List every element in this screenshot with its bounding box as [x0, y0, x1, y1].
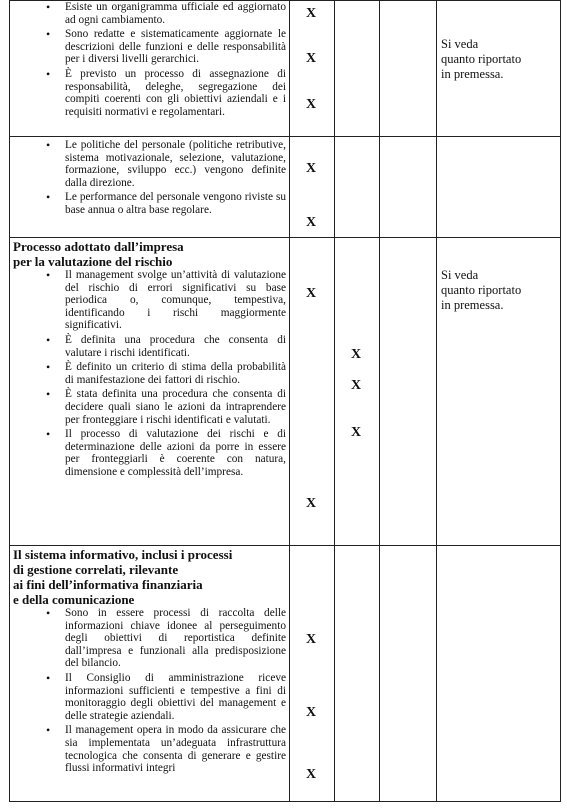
list-item: • Le performance del personale vengono riviste su base annua o altra base regolare. [10, 191, 289, 218]
note-cell [437, 1, 561, 137]
bullet-list [10, 1, 289, 120]
list-item: • Il management opera in modo da assicurare che sia implementata un’adeguata infrastruttura tecnologica che consenta di generare e gestire flussi informativi integri [10, 724, 289, 776]
check-mark: X [306, 286, 317, 301]
list-item: • Esiste un organigramma ufficiale ed aggiornato ad ogni cambiamento. [10, 1, 289, 28]
check-mark: X [306, 632, 317, 647]
table-row [10, 546, 561, 802]
list-item: • Le politiche del personale (politiche retributive, sistema motivazionale, selezione, valutazione, formazione, sviluppo ecc.) vengono definite dalla direzione. [10, 139, 289, 191]
list-item: • Il Consiglio di amministrazione riceve informazioni sufficienti e tempestive a fini di monitoraggio degli obiettivi del management e delle strategie aziendali. [10, 672, 289, 724]
x-column-3-cell [380, 137, 437, 238]
table-row [10, 1, 561, 137]
x-column-3-cell [380, 1, 437, 137]
check-mark: X [306, 97, 317, 112]
bullet-list [10, 269, 289, 481]
x-column-2-cell [335, 546, 380, 802]
list-item: • Sono redatte e sistematicamente aggiornate le descrizioni delle funzioni e delle responsabilità per i diversi livelli gerarchici. [10, 28, 289, 68]
description-cell [10, 137, 290, 238]
check-mark: X [306, 705, 317, 720]
x-column-3-cell [380, 238, 437, 546]
list-item: • Il management svolge un’attività di valutazione del rischio di errori significativi su base periodica o, comunque, tempestiva, identificando i rischi maggiormente significativi. [10, 269, 289, 334]
x-column-1-cell [290, 137, 335, 238]
section-heading: Il sistema informativo, inclusi i processi di gestione correlati, rilevante ai fini dell’informativa finanziaria e della comunicazione [13, 547, 233, 607]
note-text: Si veda quanto riportato in premessa. [441, 268, 522, 312]
x-column-1-cell [290, 546, 335, 802]
x-column-2-cell [335, 1, 380, 137]
list-item: • È previsto un processo di assegnazione di responsabilità, deleghe, segregazione dei compiti coerenti con gli obiettivi aziendali e i requisiti normativi e regolamentari. [10, 68, 289, 120]
list-item: • Il processo di valutazione dei rischi e di determinazione delle azioni da porre in essere per fronteggiarli è coerente con natura, dimensione e complessità dell’impresa. [10, 428, 289, 480]
x-column-1-cell [290, 238, 335, 546]
checklist-table [9, 0, 561, 802]
section-heading: Processo adottato dall’impresa per la valutazione del rischio [13, 239, 184, 269]
note-cell [437, 546, 561, 802]
x-column-2-cell [335, 238, 380, 546]
description-cell [10, 1, 290, 137]
list-item: • Sono in essere processi di raccolta delle informazioni chiave idonee al perseguimento degli obiettivi di reportistica definite dall’impresa e funzionali alla predisposizione del bilancio. [10, 607, 289, 672]
note-text: Si veda quanto riportato in premessa. [441, 37, 522, 81]
check-mark: X [306, 6, 317, 21]
list-item: • È definita una procedura che consenta di valutare i rischi identificati. [10, 334, 289, 361]
x-column-3-cell [380, 546, 437, 802]
check-mark: X [306, 767, 317, 782]
list-item: • È definito un criterio di stima della probabilità di manifestazione dei fattori di rischio. [10, 361, 289, 388]
table-row [10, 238, 561, 546]
check-mark: X [306, 161, 317, 176]
check-mark: X [351, 378, 362, 393]
check-mark: X [351, 347, 362, 362]
check-mark: X [351, 425, 362, 440]
x-column-1-cell [290, 1, 335, 137]
bullet-list [10, 607, 289, 777]
bullet-list [10, 137, 289, 219]
check-mark: X [306, 215, 317, 230]
note-cell [437, 238, 561, 546]
description-cell [10, 546, 290, 802]
list-item: • È stata definita una procedura che consenta di decidere quali siano le azioni da intraprendere per fronteggiare i rischi identificati e valutati. [10, 388, 289, 428]
note-cell [437, 137, 561, 238]
description-cell [10, 238, 290, 546]
check-mark: X [306, 51, 317, 66]
x-column-2-cell [335, 137, 380, 238]
check-mark: X [306, 496, 317, 511]
table-row [10, 137, 561, 238]
